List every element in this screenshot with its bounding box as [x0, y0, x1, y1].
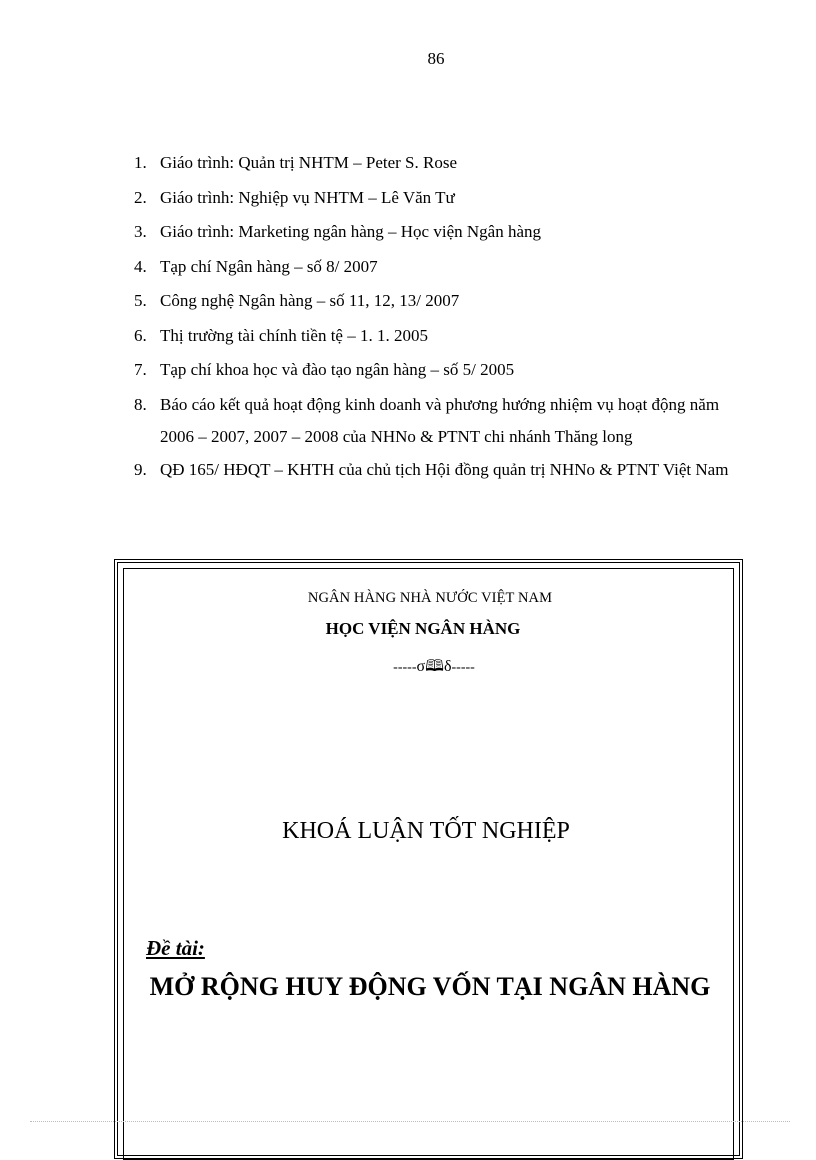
- reference-text: Báo cáo kết quả hoạt động kinh doanh và phương hướng nhiệm vụ hoạt động năm 2006 – 2007, 2007 – 2008 của NHNo & PTNT chi nhánh Thăng long: [160, 394, 720, 446]
- reference-number: 6.: [134, 325, 147, 345]
- reference-number: 3.: [134, 222, 147, 241]
- page-number: 86: [427, 49, 445, 68]
- reference-item: [134, 453, 754, 488]
- book-ornament-icon: σ🕮δ: [416, 658, 452, 675]
- reference-number: 5.: [134, 291, 147, 310]
- page-bottom-dotted-line: [30, 1121, 790, 1122]
- thesis-type-heading: KHOÁ LUẬN TỐT NGHIỆP: [282, 818, 570, 844]
- ministry-name: NGÂN HÀNG NHÀ NƯỚC VIỆT NAM: [307, 590, 553, 606]
- reference-list: [134, 146, 754, 487]
- reference-text: Tạp chí Ngân hàng – số 8/ 2007: [160, 256, 378, 276]
- reference-number: 8.: [134, 394, 147, 414]
- reference-text: Giáo trình: Marketing ngân hàng – Học viện Ngân hàng: [160, 222, 541, 241]
- cover-page-frame: [114, 559, 743, 1159]
- reference-item: [134, 215, 754, 250]
- reference-text: Thị trường tài chính tiền tệ – 1. 1. 2005: [160, 325, 428, 345]
- reference-text: Giáo trình: Nghiệp vụ NHTM – Lê Văn Tư: [160, 187, 455, 207]
- reference-text: Giáo trình: Quản trị NHTM – Peter S. Rose: [160, 153, 457, 172]
- reference-item: [134, 250, 754, 285]
- reference-text: QĐ 165/ HĐQT – KHTH của chủ tịch Hội đồng quản trị NHNo & PTNT Việt Nam: [160, 459, 729, 479]
- institute-name: HỌC VIỆN NGÂN HÀNG: [325, 619, 521, 638]
- divider-dashes-right: -----: [451, 660, 475, 675]
- reference-number: 4.: [134, 256, 147, 276]
- reference-item: [134, 146, 754, 181]
- reference-number: 1.: [134, 153, 147, 172]
- reference-item: [134, 181, 754, 216]
- reference-text: Tạp chí khoa học và đào tạo ngân hàng – số 5/ 2005: [160, 360, 515, 379]
- divider-dashes-left: -----: [393, 660, 417, 675]
- reference-item: [134, 284, 754, 319]
- reference-number: 9.: [134, 459, 147, 479]
- reference-item: [134, 388, 754, 453]
- reference-number: 7.: [134, 360, 147, 379]
- reference-number: 2.: [134, 187, 147, 207]
- decorative-divider: [114, 655, 754, 682]
- reference-item: [134, 353, 754, 388]
- topic-title: MỞ RỘNG HUY ĐỘNG VỐN TẠI NGÂN HÀNG: [149, 972, 711, 1001]
- topic-label: Đề tài:: [146, 936, 205, 960]
- reference-text: Công nghệ Ngân hàng – số 11, 12, 13/ 2007: [160, 291, 460, 310]
- reference-item: [134, 319, 754, 354]
